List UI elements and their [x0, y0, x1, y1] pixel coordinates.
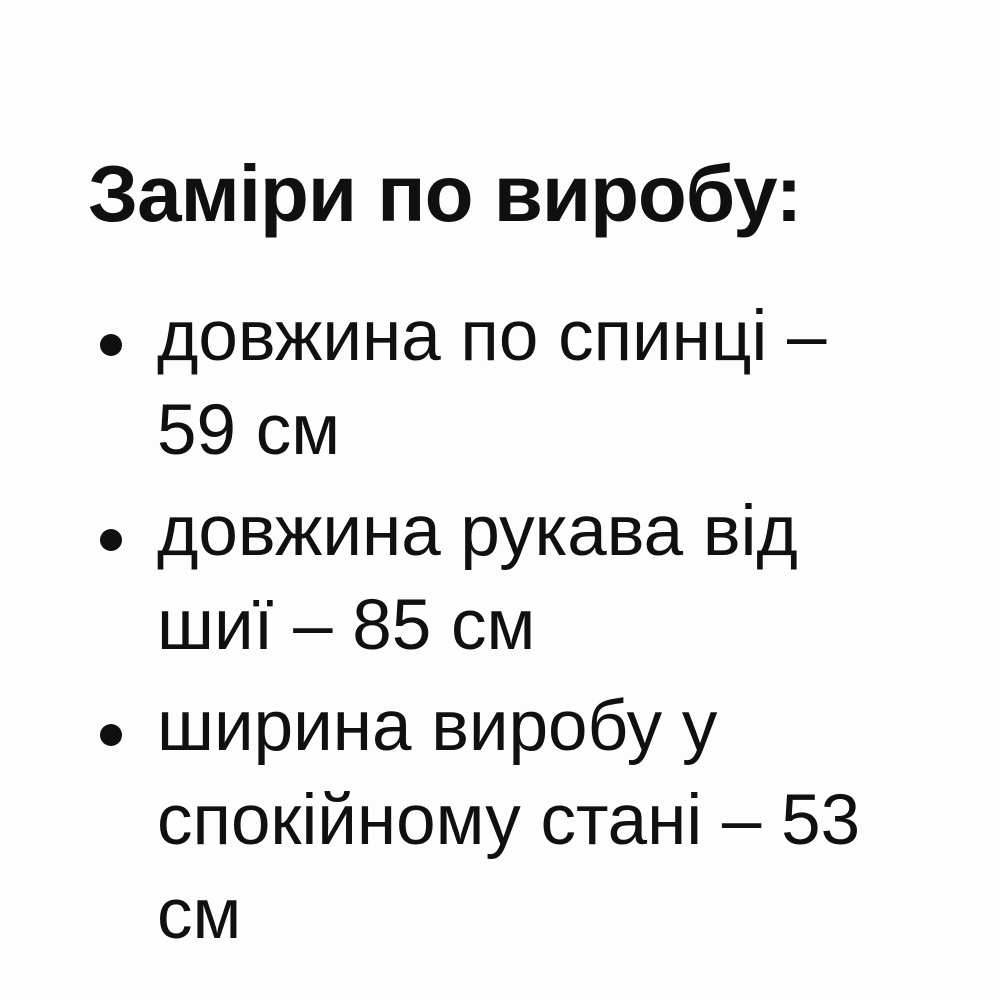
bullet-icon: [100, 334, 122, 356]
measurement-back-length: довжина по спинці – 59 см: [157, 297, 827, 470]
measurement-product-width: ширина виробу у спокійному стані – 53 см: [157, 687, 861, 954]
list-item: [88, 680, 900, 962]
measurement-sleeve-length: довжина рукава від шиї – 85 см: [157, 492, 798, 665]
list-item: [88, 485, 900, 673]
bullet-icon: [100, 529, 122, 551]
measurements-list: [88, 290, 900, 962]
page-title: Заміри по виробу:: [88, 149, 802, 238]
bullet-icon: [100, 724, 122, 746]
list-item: [88, 290, 900, 478]
